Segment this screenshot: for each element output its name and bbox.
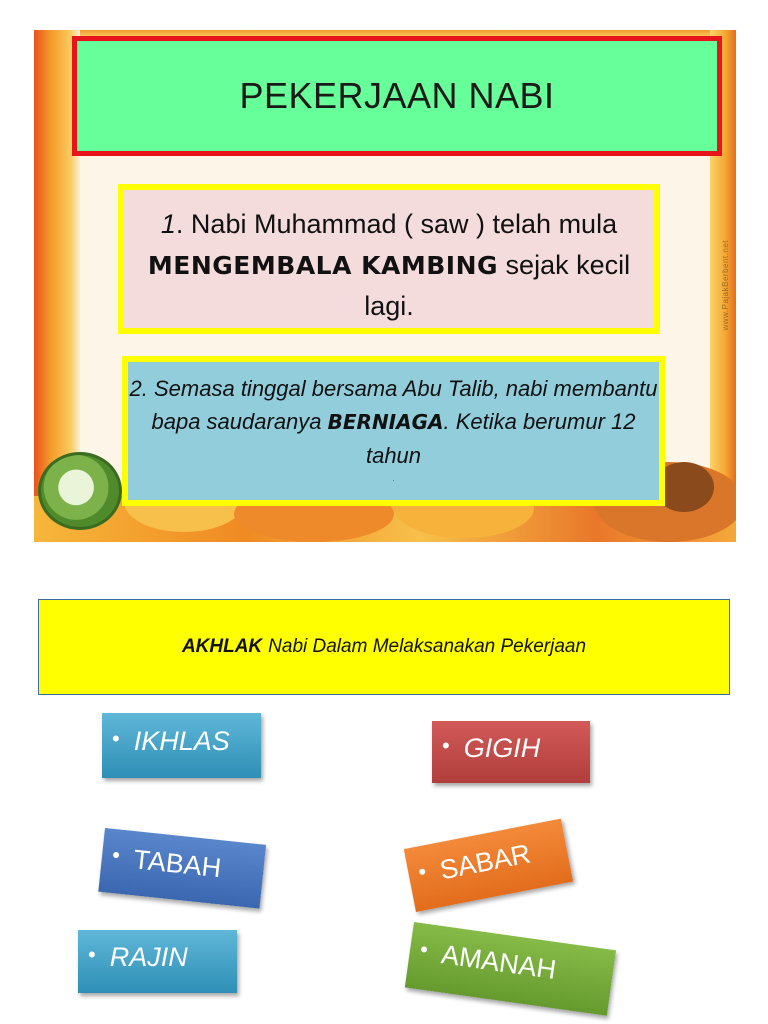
akhlak-heading-box: AKHLAK Nabi Dalam Melaksanakan Pekerjaan — [38, 599, 730, 695]
tag-gigih: • GIGIH — [432, 721, 590, 783]
point-2-highlight: BERNIAGA — [327, 410, 444, 434]
tag-tabah: • TABAH — [98, 828, 266, 909]
point-2-box: 2. Semasa tinggal bersama Abu Talib, nabi membantu bapa saudaranya BERNIAGA. Ketika berumur 12 tahun . — [122, 356, 665, 506]
tag-rajin: • RAJIN — [78, 930, 237, 993]
watermark-text: www.PajakBerbent.net — [721, 240, 730, 331]
tag-sabar: • SABAR — [404, 819, 573, 912]
point-1-box: 1. Nabi Muhammad ( saw ) telah mula MENGEMBALA KAMBING sejak kecil lagi. — [118, 184, 660, 334]
tag-ikhlas: • IKHLAS — [102, 713, 261, 778]
point-1-highlight: MENGEMBALA KAMBING — [147, 251, 499, 280]
drum-illustration — [38, 452, 122, 530]
slide-title: PEKERJAAN NABI — [72, 36, 722, 156]
tag-amanah: • AMANAH — [405, 922, 616, 1016]
